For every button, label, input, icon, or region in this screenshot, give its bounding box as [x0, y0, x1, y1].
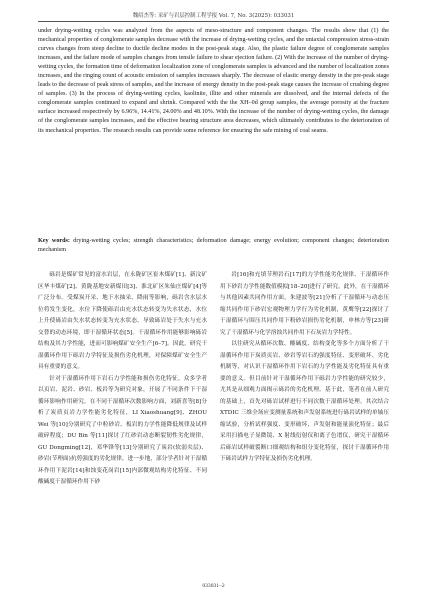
keywords-text: drying-wetting cycles; strength characteristics; deformation damage; energy evolution; component changes; deterioration mechanism: [38, 238, 389, 254]
running-header: 魏绍杰等: 采矿与岩层控制工程学报 Vol. 7, No. 3(2025): 033031: [132, 13, 295, 19]
body-column-right: [220, 270, 389, 466]
keywords: [38, 237, 389, 255]
paragraph: 砾岩是煤矿常见的富水岩层，在永陇矿区崔木煤矿[1]、新汶矿区华丰煤矿[2]、黄陇基地安新煤田[3]、淮北矿区朱仙庄煤矿[4]等广泛分布。受煤炭开采、地下水抽采、降雨等影响，砾岩含水层水位将发生变化，水位下降使砾岩由充水状态转变为失水状态，水位上升使砾岩由失水状态转变为充水状态，导致砾岩处于失水与充水交替的动态环境，即干湿循环状态[5]。干湿循环作用能够影响砾岩结构及其力学性能，进而可影响煤矿安全生产[6–7]。因此，研究干湿循环作用下砾岩力学特征及损伤劣化机理，对保障煤矿安全生产具有重要的意义。: [38, 272, 207, 370]
abstract-text: under drying-wetting cycles was analyzed from the aspects of meso-structure and component changes. The results show that (1) the mechanical properties of conglomerate samples decrease with the increase of drying-wetting cycles, and the uniaxial compression stress-strain curves changes from steep decline to ductile decline modes in the post-peak stage. Also, the plastic failure degree of conglomerate samples increases, and the failure mode of samples changes from tensile failure to shear ejection failure. (2) With the increase of the number of drying-wetting cycles, the formation time of deformation localization zone of conglomerate samples is advanced and the number of localization zones increases, and the ringing count of acoustic emission of samples increases sharply. The decrease of elastic energy density in the pre-peak stage leads to the decrease of peak stress of samples, and the increase of energy density in the post-peak stage causes the increase of crushing degree of samples. (3) In the process of drying-wetting cycles, kaolinite, illite and other minerals are dissolved, and the internal defects of the conglomerate samples continued to expand and shrink. Compared with the the XH–0d group samples, the average porosity at the fracture surface increased respectively by 6.96%, 14.41%, 24.00% and 48.10%. With the increase of the number of drying-wetting cycles, the damage of the conglomerate samples increases, and the effective bearing structure area decreases, which ultimately contributes to the deterioration of its mechanical properties. The research results can provide some reference for ensuring the safe mining of coal seams.: [38, 28, 389, 134]
keywords-label: Key words:: [38, 238, 70, 244]
paragraph: 以往研究从循环次数、酸碱度、结构变化等多个方面分析了干湿循环作用下炭质页岩、砂岩等岩石的强度特征、变形破坏、劣化机制等，对认识干湿循环作用下岩石的力学性能及劣化特征具有重要的意义。但目前针对干湿循环作用下砾岩力学性能的研究较少，尤其是从细观力面揭示砾岩的劣化机理。基于此，笔者在前人研究的基础上，首先对砾岩试样进行不同次数干湿循环处理。其次结合XTDIC 三维全场应变测量系统和声发射系统进行砾岩试样的单轴压缩试验，分析试样强度、变形破坏、声发射和能量演化特征；最后采用扫描电子显微镜、X 射线衍射仪和离子色谱仪，研究干湿循环后砾岩试样破裂断口细观结构和组分变化特征，探讨干湿循环作用下砾岩试样力学特征及损伤劣化机理。: [220, 341, 389, 462]
paragraph: 针对干湿循环作用下岩石力学性能和损伤劣化特征，众多学者以页岩、泥岩、砂岩、板岩等为研究对象，开展了不同条件下干湿循环影响作用研究。在不同干湿循环次数影响方面，刘新喜等[8]分析了炭质页岩力学性能劣化特征，LI Xiaoshuang[9]、ZHOU Wei 等[10]分别研究了中粒砂岩、板岩的力学性能降低规律及试样破碎程度；DU Bin 等[11]探讨了红砂岩动态断裂韧性劣化规律，GU Dongming[12]、邓华锋等[13]分别研究了炭岩(软弱夹层)、砂岩(节理面)抗剪强度的劣化规律。进一步地，部分学者针对干湿循环作用下泥岩[14]和蚀变花岗岩[15]内部微观结构劣化特征、不同酸碱度干湿循环作用下砂: [38, 375, 207, 485]
header-rule: [38, 21, 389, 22]
body-column-left: [38, 270, 207, 489]
page-number: 033031–2: [202, 583, 225, 589]
paragraph: 岩[16]和充填节理岩石[17]的力学性能劣化规律、干湿循环作用下砂岩力学性能数值模拟[18–20]进行了研究。此外，在干湿循环与其他因素共同作用方面，朱建波等[21]分析了干湿循环与动态压缩共同作用下砂岩宏观物理力学行为劣化机制，黄鹰等[22]探讨了干湿循环与围压共同作用下粉砂岩损伤劣化机制，申林方等[23]研究了干湿循环与化学溶蚀共同作用下石灰岩力学特性。: [220, 272, 389, 336]
